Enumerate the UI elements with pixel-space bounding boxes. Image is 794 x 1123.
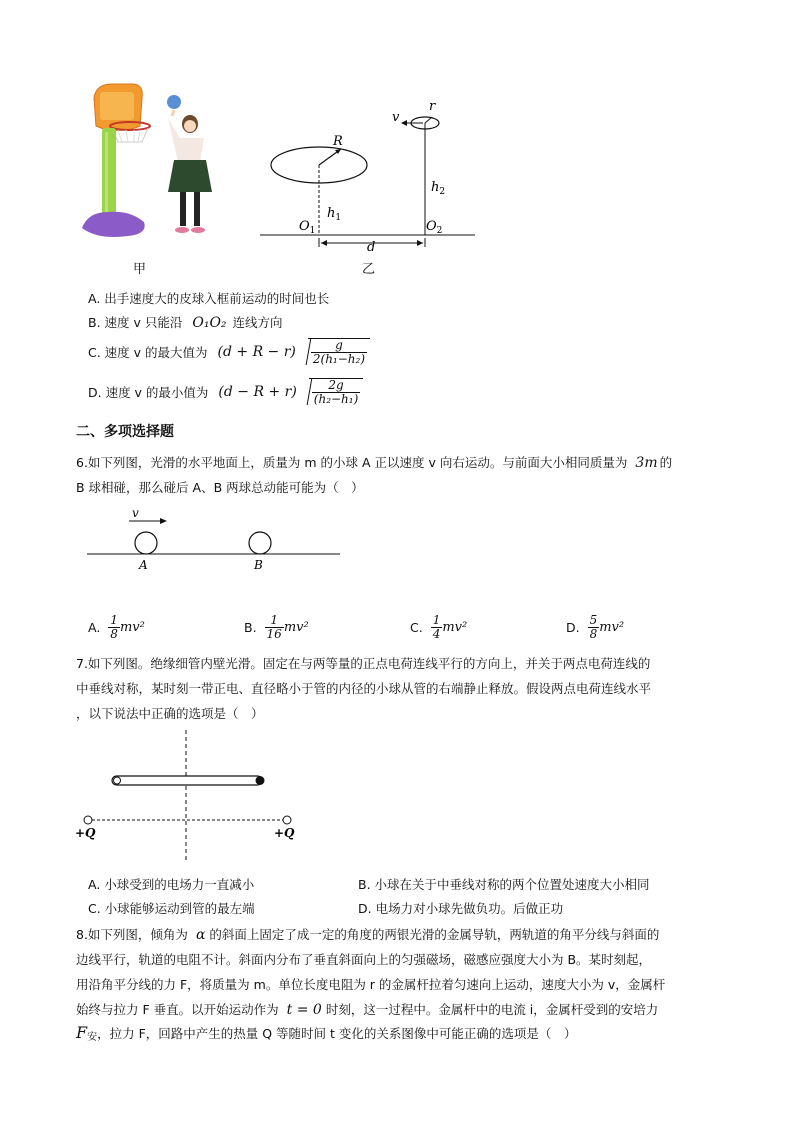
- label-h1: $h_1$: [327, 206, 342, 223]
- label-d: d: [367, 240, 376, 255]
- q8-line1: 8.如下列图，倾角为 α 的斜面上固定了成一定的角度的两银光滑的金属导轨，两轨道的角平分线与斜面的: [76, 927, 660, 943]
- section-title: 二、多项选择题: [76, 424, 174, 440]
- q7-option-b: B. 小球在关于中垂线对称的两个位置处速度大小相同: [358, 877, 650, 892]
- q7-line3: ，以下说法中正确的选项是（ ）: [76, 706, 264, 721]
- label-O1: $O_1$: [299, 219, 316, 236]
- label-h2: $h_2$: [431, 180, 446, 197]
- q5-option-b: B. 速度 v 只能沿 O₁O₂ 连线方向: [88, 315, 283, 331]
- q7-option-a: A. 小球受到的电场力一直减小: [88, 877, 255, 892]
- q6-label-v: v: [132, 506, 139, 520]
- q7-label-q-left: +Q: [75, 826, 96, 840]
- label-jia: 甲: [133, 262, 147, 277]
- label-O2: $O_2$: [426, 219, 443, 236]
- q8-line2: 边线平行，轨道的电阻不计。斜面内分布了垂直斜面向上的匀强磁场，磁感应强度大小为 B。某时刻起，: [76, 952, 652, 967]
- q5-option-a: A. 出手速度大的皮球入框前运动的时间也长: [88, 291, 330, 306]
- q6-line2: B 球相碰，那么碰后 A、B 两球总动能可能为（ ）: [76, 480, 364, 495]
- label-R: R: [333, 134, 343, 149]
- q6-option-a: A. $\frac{1}{8}$ mv²: [88, 613, 145, 641]
- q6-option-c: C. $\frac{1}{4}$ mv²: [410, 613, 468, 641]
- q6-figure: [85, 505, 345, 575]
- q6-line1: 6.如下列图，光滑的水平地面上，质量为 m 的小球 A 正以速度 v 向右运动。与前面大小相同质量为 3m 的: [76, 455, 673, 471]
- figure-jia: [78, 80, 218, 245]
- label-yi: 乙: [362, 262, 376, 277]
- q6-option-b: B. $\frac{1}{16}$ mv²: [244, 613, 309, 641]
- q8-line4: 始终与拉力 F 垂直。以开始运动作为 t = 0 时刻，这一过程中。金属杆中的电流 i，金属杆受到的安培力: [76, 1002, 659, 1018]
- q7-option-d: D. 电场力对小球先做负功。后做正功: [358, 901, 564, 916]
- q5-option-d: D. 速度 v 的最小值为 (d − R + r) $\frac{2g}{\text{(h₂−h₁)}}$: [88, 378, 363, 406]
- q7-option-c: C. 小球能够运动到管的最左端: [88, 901, 255, 916]
- q6-option-d: D. $\frac{5}{8}$ mv²: [566, 613, 625, 641]
- figure-yi: [255, 95, 485, 260]
- q7-figure: [74, 728, 304, 868]
- q8-line5: F安，拉力 F，回路中产生的热量 Q 等随时间 t 变化的关系图像中可能正确的选项是（ ）: [76, 1023, 577, 1043]
- q8-line3: 用沿角平分线的力 F，将质量为 m。单位长度电阻为 r 的金属杆拉着匀速向上运动，速度大小为 v，金属杆: [76, 977, 666, 992]
- q7-line1: 7.如下列图。绝缘细管内壁光滑。固定在与两等量的正点电荷连线平行的方向上，并关于两点电荷连线的: [76, 656, 651, 671]
- q7-label-q-right: +Q: [274, 826, 295, 840]
- label-r: r: [429, 99, 436, 114]
- label-v: v: [392, 110, 400, 125]
- q6-label-b: B: [254, 558, 263, 572]
- q6-label-a: A: [139, 558, 148, 572]
- q5-option-c: C. 速度 v 的最大值为 (d + R − r) $\frac{g}{\text{2(h₁−h₂)}}$: [88, 338, 370, 366]
- q7-line2: 中垂线对称，某时刻一带正电、直径略小于管的内径的小球从管的右端静止释放。假设两点电荷连线水平: [76, 681, 652, 696]
